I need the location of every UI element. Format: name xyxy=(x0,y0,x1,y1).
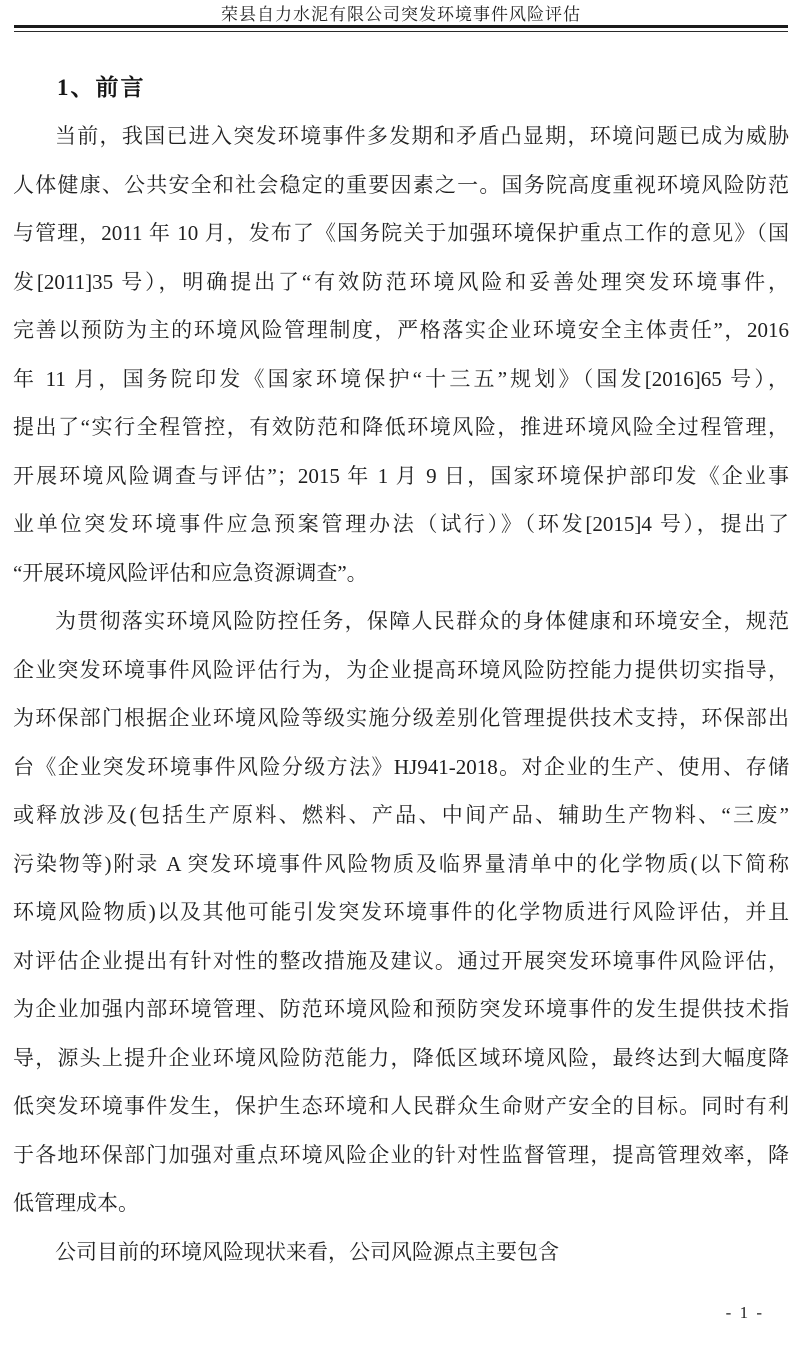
text-line: “开展环境风险评估和应急资源调查”。 xyxy=(13,560,368,585)
text-line: 当前，我国已进入突发环境事件多发期和矛盾凸显期，环境问题已成为威胁 xyxy=(55,124,789,148)
text-line: 低突发环境事件发生，保护生态环境和人民群众生命财产安全的目标。同时有利 xyxy=(13,1094,789,1118)
text-line: 污染物等)附录 A 突发环境事件风险物质及临界量清单中的化学物质(以下简称 xyxy=(13,851,789,876)
text-line: 企业突发环境事件风险评估行为，为企业提高环境风险防控能力提供切实指导， xyxy=(13,657,789,682)
text-line: 于各地环保部门加强对重点环境风险企业的针对性监督管理，提高管理效率，降 xyxy=(13,1142,789,1167)
text-line: 完善以预防为主的环境风险管理制度，严格落实企业环境安全主体责任”，2016 xyxy=(13,318,789,342)
section-heading: 1、前言 xyxy=(57,75,146,100)
paragraph xyxy=(13,1228,789,1277)
text-line: 对评估企业提出有针对性的整改措施及建议。通过开展突发环境事件风险评估， xyxy=(13,948,789,973)
text-line: 环境风险物质)以及其他可能引发突发环境事件的化学物质进行风险评估，并且 xyxy=(13,900,789,924)
paragraph xyxy=(13,597,789,1228)
page-number: - 1 - xyxy=(725,1303,764,1322)
text-line: 为企业加强内部环境管理、防范环境风险和预防突发环境事件的发生提供技术指 xyxy=(13,997,789,1021)
text-line: 发[2011]35 号），明确提出了“有效防范环境风险和妥善处理突发环境事件， xyxy=(13,269,789,294)
text-line: 人体健康、公共安全和社会稳定的重要因素之一。国务院高度重视环境风险防范 xyxy=(13,172,789,197)
text-line: 公司目前的环境风险现状来看，公司风险源点主要包含 xyxy=(55,1239,559,1264)
text-line: 为贯彻落实环境风险防控任务，保障人民群众的身体健康和环境安全，规范 xyxy=(55,609,789,633)
text-line: 低管理成本。 xyxy=(13,1191,139,1215)
text-line: 或释放涉及(包括生产原料、燃料、产品、中间产品、辅助生产物料、“三废” xyxy=(13,803,789,827)
text-line: 业单位突发环境事件应急预案管理办法（试行）》（环发[2015]4 号），提出了 xyxy=(13,512,789,536)
document-body xyxy=(13,112,789,1276)
text-line: 台《企业突发环境事件风险分级方法》HJ941-2018。对企业的生产、使用、存储 xyxy=(13,754,789,779)
text-line: 与管理，2011 年 10 月，发布了《国务院关于加强环境保护重点工作的意见》（国 xyxy=(13,221,789,245)
paragraph xyxy=(13,112,789,597)
text-line: 年 11 月，国务院印发《国家环境保护“十三五”规划》（国发[2016]65 号）， xyxy=(13,366,789,391)
document-content xyxy=(13,64,789,1276)
text-line: 开展环境风险调查与评估”；2015 年 1 月 9 日，国家环境保护部印发《企业事 xyxy=(13,463,789,488)
page-header xyxy=(14,0,788,32)
header-title: 荣县自力水泥有限公司突发环境事件风险评估 xyxy=(221,5,581,24)
text-line: 导，源头上提升企业环境风险防范能力，降低区域环境风险，最终达到大幅度降 xyxy=(13,1045,789,1070)
text-line: 提出了“实行全程管控，有效防范和降低环境风险，推进环境风险全过程管理， xyxy=(13,415,789,439)
text-line: 为环保部门根据企业环境风险等级实施分级差别化管理提供技术支持，环保部出 xyxy=(13,706,789,730)
header-divider xyxy=(14,25,788,32)
